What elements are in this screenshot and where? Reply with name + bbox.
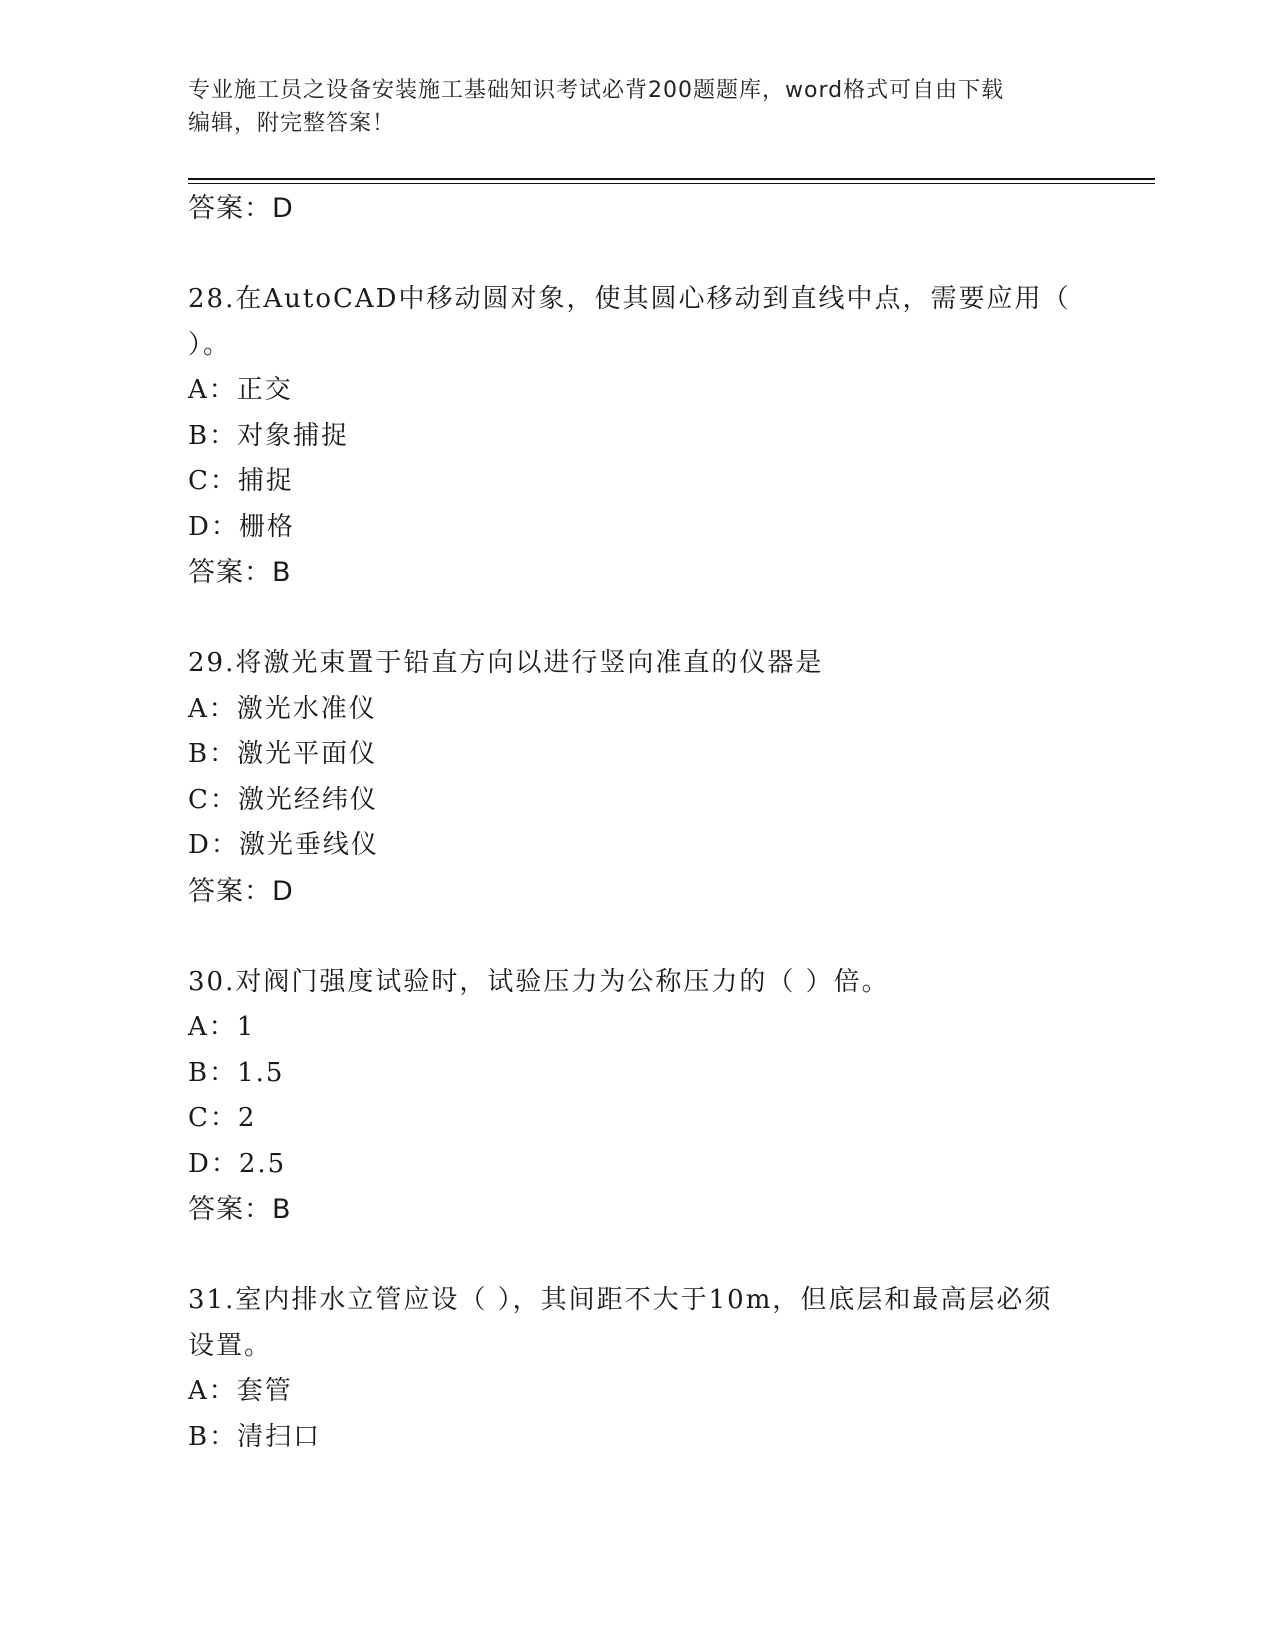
question-30-stem-line-1: 30.对阀门强度试验时，试验压力为公称压力的（ ）倍。 xyxy=(188,966,890,997)
spacer xyxy=(188,596,1088,642)
header-divider-thin xyxy=(188,183,1155,184)
question-28 xyxy=(188,277,1088,596)
question-31-stem-line-1: 31.室内排水立管应设（ ），其间距不大于10m，但底层和最高层必须 xyxy=(188,1285,1053,1315)
question-29-option-d: D：激光垂线仪 xyxy=(188,830,379,860)
question-28-option-d: D：栅格 xyxy=(188,511,295,542)
question-31 xyxy=(188,1278,1088,1460)
spacer xyxy=(188,914,1088,960)
question-31-option-b: B：清扫口 xyxy=(188,1421,322,1452)
question-30 xyxy=(188,960,1088,1233)
question-28-stem-line-1: 28.在AutoCAD中移动圆对象，使其圆心移动到直线中点，需要应用（ xyxy=(188,284,1071,314)
question-28-answer: 答案：B xyxy=(188,557,292,588)
question-28-option-a: A：正交 xyxy=(188,375,293,405)
question-29 xyxy=(188,641,1088,914)
document-header xyxy=(188,74,1088,140)
question-29-option-b: B：激光平面仪 xyxy=(188,739,378,769)
question-28-option-c: C：捕捉 xyxy=(188,466,294,496)
header-title-line-1: 专业施工员之设备安装施工基础知识考试必背200题题库，word格式可自由下载 xyxy=(188,78,1005,103)
question-29-option-c: C：激光经纬仪 xyxy=(188,784,378,815)
question-28-option-b: B：对象捕捉 xyxy=(188,420,350,451)
question-30-option-b: B：1.5 xyxy=(188,1057,285,1088)
question-30-option-c: C：2 xyxy=(188,1103,257,1133)
answer-previous-question: 答案：D xyxy=(188,193,294,224)
question-30-answer: 答案：B xyxy=(188,1194,292,1225)
question-31-option-a: A：套管 xyxy=(188,1376,293,1406)
header-divider-thick xyxy=(188,178,1155,180)
question-29-option-a: A：激光水准仪 xyxy=(188,693,377,724)
spacer xyxy=(188,1233,1088,1279)
question-31-stem-line-2: 设置。 xyxy=(188,1330,273,1361)
question-30-option-d: D：2.5 xyxy=(188,1148,287,1179)
question-list xyxy=(188,186,1088,1460)
spacer xyxy=(188,232,1088,278)
question-29-stem-line-1: 29.将激光束置于铅直方向以进行竖向准直的仪器是 xyxy=(188,648,824,678)
question-30-option-a: A：1 xyxy=(188,1012,256,1042)
question-28-stem-line-2: ）。 xyxy=(188,329,232,360)
question-29-answer: 答案：D xyxy=(188,875,294,907)
header-title-line-2: 编辑，附完整答案！ xyxy=(188,111,396,136)
